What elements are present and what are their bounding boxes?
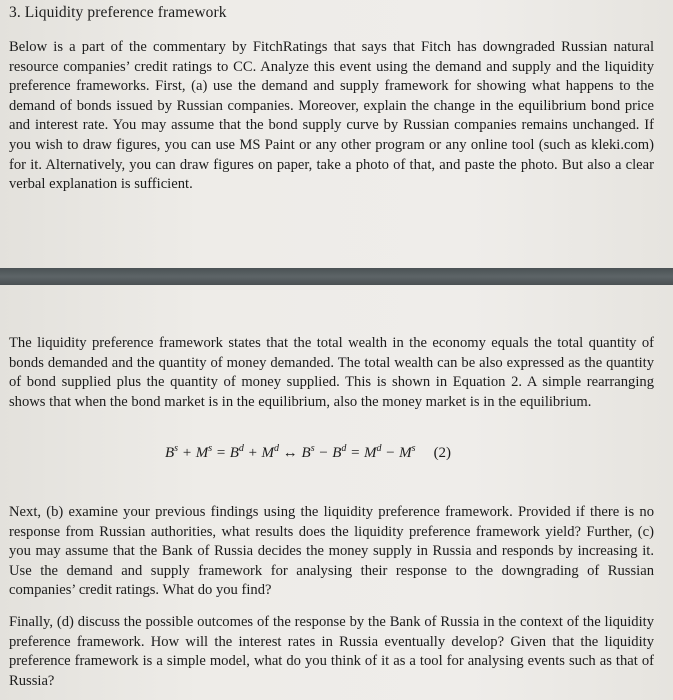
equation-2: $B^s + M^s = B^d + M^d$ ↔ $B^s - B^d = M^d - M^s$ (2) (165, 443, 452, 461)
eq-term: B (165, 445, 175, 461)
parts-b-c-paragraph: Next, (b) examine your previous findings using the liquidity preference framework. Provided if there is no response from Russian authorities, what results does the liquidity preference framework yield? Further, (c) you may assume that the Bank of Russia decides the money supply in Russia and responds by increasing it. Use the demand and supply framework for analysing their response to the downgrading of Russian companies’ credit ratings. What do you find? (9, 504, 654, 599)
equation-number: (2) (433, 445, 452, 461)
part-d-paragraph: Finally, (d) discuss the possible outcomes of the response by the Bank of Russia in the context of the liquidity preference framework. How will the interest rates in Russia eventually develop? Given that the liquidity preference framework is a simple model, what do you think of it as a tool for analysing events such as that of Russia? (9, 614, 654, 689)
intro-paragraph: Below is a part of the commentary by FitchRatings that says that Fitch has downgraded Russian natural resource companies’ credit ratings to CC. Analyze this event using the demand and supply and the liquidity preference frameworks. First, (a) use the demand and supply framework for showing what happens to the demand of bonds issued by Russian companies. Moreover, explain the change in the equilibrium bond price and interest rate. You may assume that the bond supply curve by Russian companies remains unchanged. If you wish to draw figures, you can use MS Paint or any other program or any online tool (such as kleki.com) for it. Alternatively, you can draw figures on paper, take a photo of that, and paste the photo. But also a clear verbal explanation is sufficient. (9, 39, 654, 193)
iff-symbol: ↔ (279, 445, 302, 461)
section-divider (0, 268, 673, 285)
framework-paragraph: The liquidity preference framework states that the total wealth in the economy equals the total quantity of bonds demanded and the quantity of money demanded. The total wealth can be also expressed as the quantity of bond supplied plus the quantity of money supplied. This is shown in Equation 2. A simple rearranging shows that when the bond market is in the equilibrium, also the money market is in the equilibrium. (9, 335, 654, 410)
question-heading: 3. Liquidity preference framework (9, 4, 227, 21)
